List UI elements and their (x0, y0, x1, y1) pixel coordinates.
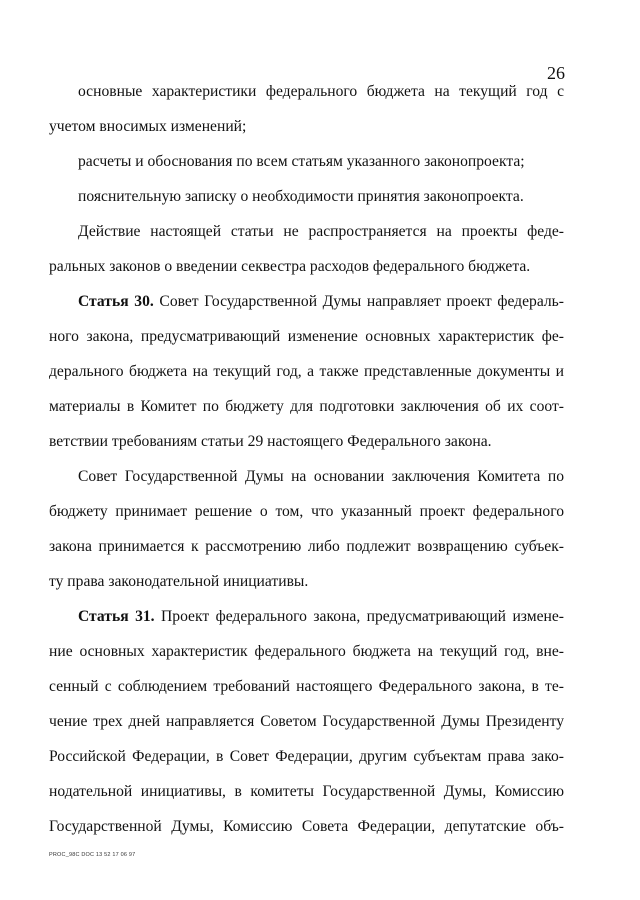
text-line: ральных законов о введении секвестра расходов федерального бюджета. (49, 258, 531, 275)
text-line: расчеты и обоснования по всем статьям указанного законопроекта; (78, 153, 525, 170)
text-line: дерального бюджета на текущий год, а также представленные документы и (49, 363, 564, 380)
text-line: ние основных характеристик федерального бюджета на текущий год, вне- (49, 643, 564, 660)
text-line: ту права законодательной инициативы. (49, 573, 309, 590)
article-31-first-line (78, 607, 564, 627)
article-30-first-line (78, 292, 564, 312)
text-line: закона принимается к рассмотрению либо подлежит возвращению субъек- (49, 538, 564, 555)
text-line: Государственной Думы, Комиссию Совета Федерации, депутатские объ- (49, 818, 564, 835)
text-line: Совет Государственной Думы на основании заключения Комитета по (78, 468, 564, 485)
document-footer: PROC_98C DOC 13 52 17 06 97 (49, 852, 136, 858)
text-line: сенный с соблюдением требований настоящего Федерального закона, в те- (49, 678, 564, 695)
text-line: пояснительную записку о необходимости принятия законопроекта. (78, 188, 524, 205)
text-line: Проект федерального закона, предусматривающий измене- (161, 608, 564, 625)
text-line: чение трех дней направляется Советом Государственной Думы Президенту (49, 713, 564, 730)
article-30-heading: Статья 30. (78, 293, 154, 310)
text-line: бюджету принимает решение о том, что указанный проект федерального (49, 503, 564, 520)
text-line: основные характеристики федерального бюджета на текущий год с (78, 83, 564, 100)
article-31-heading: Статья 31. (78, 608, 155, 625)
text-line: материалы в Комитет по бюджету для подготовки заключения об их соот- (49, 398, 564, 415)
text-line: нодательной инициативы, в комитеты Государственной Думы, Комиссию (49, 783, 564, 800)
text-line: Российской Федерации, в Совет Федерации, другим субъектам права зако- (49, 748, 564, 765)
page-number: 26 (547, 63, 565, 83)
text-line: ветствии требованиям статьи 29 настоящего Федерального закона. (49, 433, 492, 450)
text-line: Совет Государственной Думы направляет проект федераль- (159, 293, 564, 310)
text-line: Действие настоящей статьи не распространяется на проекты феде- (78, 223, 564, 240)
text-line: ного закона, предусматривающий изменение основных характеристик фе- (49, 328, 564, 345)
text-line: учетом вносимых изменений; (49, 118, 247, 135)
